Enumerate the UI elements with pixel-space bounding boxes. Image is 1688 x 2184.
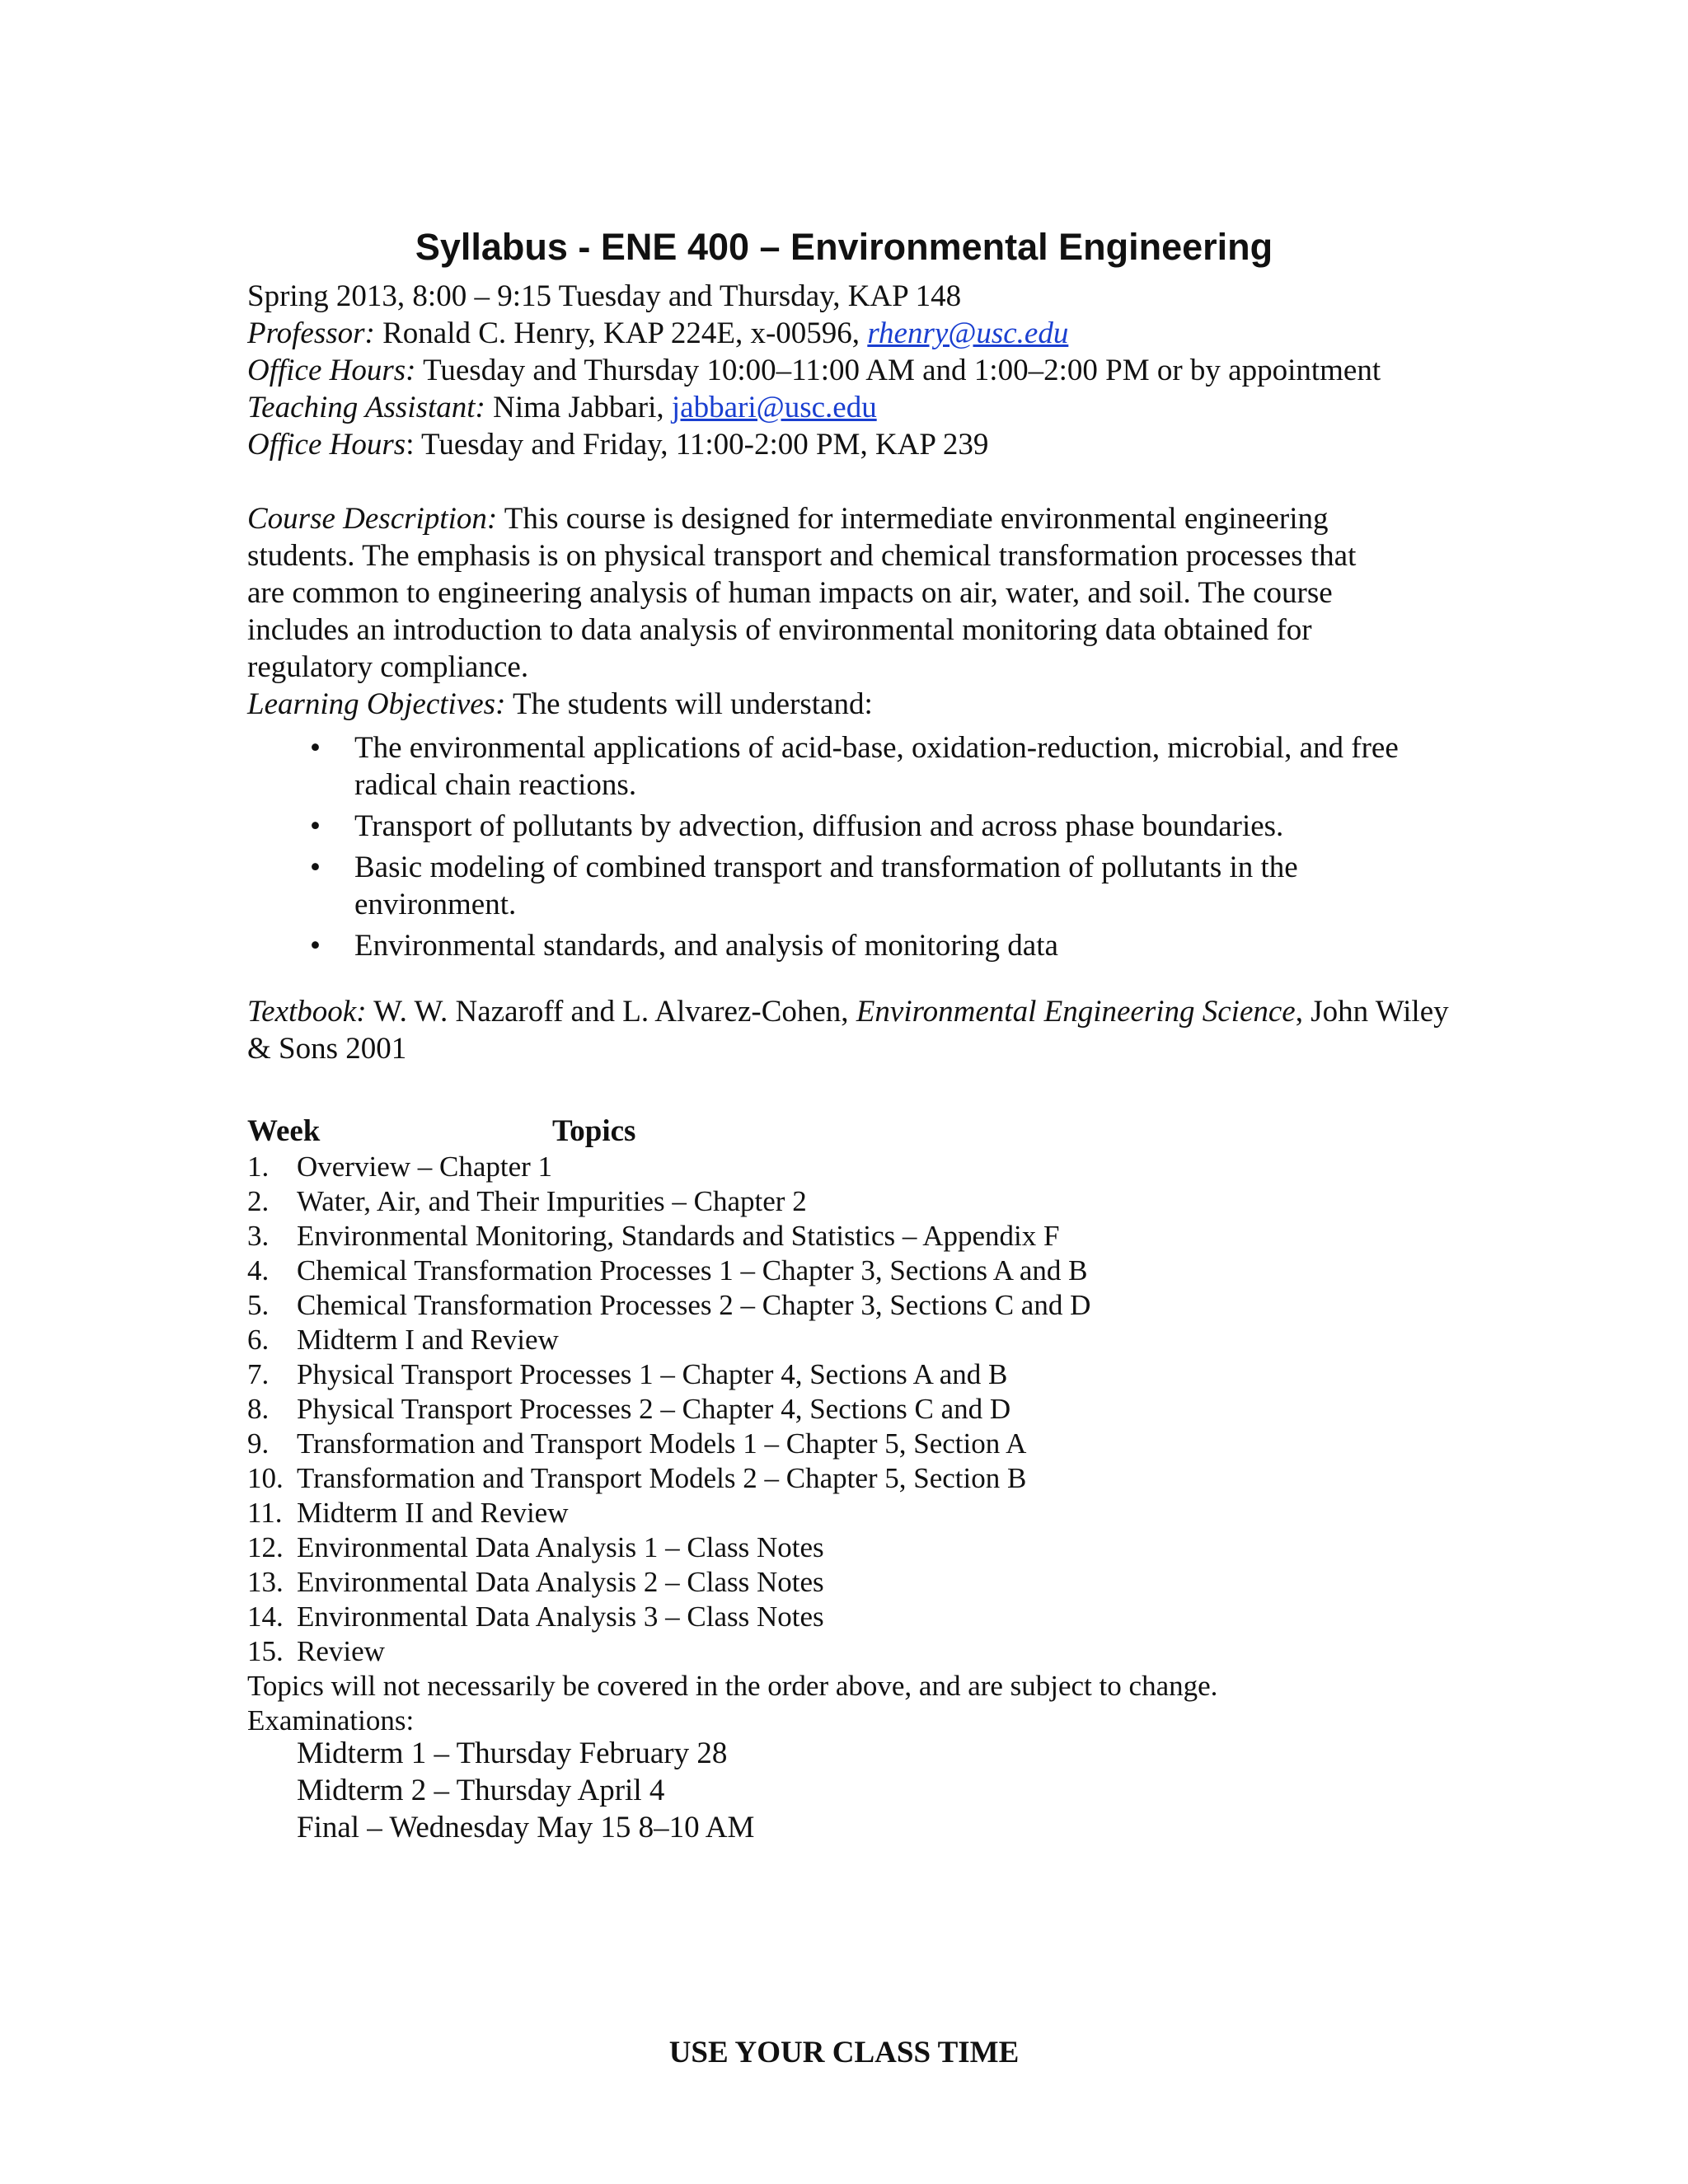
ta-email-link[interactable]: jabbari@usc.edu — [671, 391, 877, 424]
list-item — [247, 1288, 1451, 1323]
office-hours-label: Office Hours: — [247, 354, 416, 387]
list-item — [247, 1427, 1451, 1461]
schedule-note-text: Topics will not necessarily be covered in the order above, and are subject to change. — [247, 1670, 1218, 1702]
textbook-label: Textbook: — [247, 995, 367, 1029]
week-number: 2. — [247, 1185, 270, 1217]
bullet-icon: • — [310, 731, 321, 765]
bullet-icon: • — [310, 851, 321, 884]
description-text: This course is designed for intermediate environmental engineering — [497, 502, 1329, 536]
examinations-label-text: Examinations: — [247, 1704, 415, 1736]
week-schedule-list — [247, 1150, 1451, 1738]
week-topic: Chemical Transformation Processes 2 – Chapter 3, Sections C and D — [297, 1289, 1091, 1321]
week-number: 11. — [247, 1497, 283, 1529]
objectives-intro: The students will understand: — [505, 687, 873, 721]
list-item — [305, 808, 1434, 845]
week-topic: Transformation and Transport Models 2 – Chapter 5, Section B — [297, 1462, 1027, 1494]
week-topic: Environmental Data Analysis 3 – Class Notes — [297, 1601, 824, 1633]
list-item — [305, 927, 1434, 964]
objective-text: The environmental applications of acid-base, oxidation-reduction, microbial, and free radical chain reactions. — [354, 731, 1399, 802]
week-number: 8. — [247, 1393, 270, 1425]
list-item — [247, 1496, 1451, 1530]
description-label: Course Description: — [247, 502, 498, 536]
office-hours-line — [247, 352, 1451, 389]
week-number: 10. — [247, 1462, 284, 1494]
list-item — [247, 1565, 1451, 1600]
week-topic: Environmental Monitoring, Standards and Statistics – Appendix F — [297, 1220, 1060, 1252]
exam-item: Midterm 2 – Thursday April 4 — [297, 1774, 665, 1807]
textbook-publisher: , John Wiley — [1295, 995, 1449, 1029]
office-hours-text: Tuesday and Thursday 10:00–11:00 AM and 1:00–2:00 PM or by appointment — [415, 354, 1381, 387]
week-topic: Environmental Data Analysis 2 – Class Notes — [297, 1566, 824, 1598]
week-topic: Physical Transport Processes 1 – Chapter 4, Sections A and B — [297, 1358, 1008, 1390]
week-number: 12. — [247, 1531, 284, 1563]
list-item — [305, 729, 1434, 804]
week-number: 6. — [247, 1324, 270, 1356]
exam-item: Final – Wednesday May 15 8–10 AM — [297, 1811, 755, 1844]
bullet-icon: • — [310, 809, 321, 843]
ta-text: Nima Jabbari, — [485, 391, 672, 424]
textbook-title: Environmental Engineering Science — [856, 995, 1296, 1029]
list-item — [247, 1392, 1451, 1427]
professor-email-link[interactable]: rhenry@usc.edu — [867, 316, 1069, 350]
examinations-label — [247, 1704, 1451, 1738]
textbook-line — [247, 993, 1451, 1030]
week-number: 15. — [247, 1635, 284, 1667]
topics-column-header: Topics — [552, 1114, 636, 1148]
week-number: 7. — [247, 1358, 270, 1390]
list-item — [305, 849, 1434, 923]
course-description — [247, 500, 1451, 723]
week-column-header: Week — [247, 1114, 321, 1148]
professor-text: Ronald C. Henry, KAP 224E, x-00596, — [374, 316, 868, 350]
week-topic: Transformation and Transport Models 1 – Chapter 5, Section A — [297, 1427, 1027, 1460]
week-topic: Midterm II and Review — [297, 1497, 569, 1529]
exam-item: Midterm 1 – Thursday February 28 — [297, 1736, 728, 1770]
textbook — [247, 993, 1451, 1067]
objectives-label: Learning Objectives: — [247, 687, 506, 721]
week-number: 1. — [247, 1151, 270, 1183]
schedule-note — [247, 1669, 1451, 1704]
description-line: students. The emphasis is on physical transport and chemical transformation processes that — [247, 539, 1357, 573]
week-topic: Water, Air, and Their Impurities – Chapter 2 — [297, 1185, 807, 1217]
list-item — [247, 1600, 1451, 1634]
week-number: 4. — [247, 1254, 270, 1286]
schedule-line: Spring 2013, 8:00 – 9:15 Tuesday and Thursday, KAP 148 — [247, 279, 962, 313]
week-topic: Chemical Transformation Processes 1 – Chapter 3, Sections A and B — [297, 1254, 1088, 1286]
list-item — [247, 1219, 1451, 1254]
ta-line — [247, 389, 1451, 426]
ta-office-text: : Tuesday and Friday, 11:00-2:00 PM, KAP 239 — [406, 428, 989, 462]
professor-line — [247, 315, 1451, 352]
bullet-icon: • — [310, 929, 321, 963]
objectives-list — [305, 729, 1434, 968]
list-item — [247, 1254, 1451, 1288]
list-item — [247, 1634, 1451, 1669]
description-line: includes an introduction to data analysis of environmental monitoring data obtained for — [247, 613, 1312, 647]
list-item — [247, 1184, 1451, 1219]
objective-text: Environmental standards, and analysis of monitoring data — [354, 929, 1058, 963]
list-item — [247, 1150, 1451, 1184]
week-topic: Overview – Chapter 1 — [297, 1151, 553, 1183]
week-number: 5. — [247, 1289, 270, 1321]
week-topic: Review — [297, 1635, 385, 1667]
textbook-authors: W. W. Nazaroff and L. Alvarez-Cohen, — [366, 995, 856, 1029]
ta-office-hours-line — [247, 426, 1451, 463]
week-topic: Midterm I and Review — [297, 1324, 559, 1356]
week-topic: Physical Transport Processes 2 – Chapter 4, Sections C and D — [297, 1393, 1011, 1425]
ta-office-label: Office Hours — [247, 428, 406, 462]
description-line — [247, 500, 1451, 537]
list-item — [247, 1461, 1451, 1496]
description-line: are common to engineering analysis of human impacts on air, water, and soil. The course — [247, 576, 1333, 610]
footer-heading: USE YOUR CLASS TIME — [668, 2036, 1020, 2069]
list-item — [247, 1357, 1451, 1392]
objective-text: Transport of pollutants by advection, diffusion and across phase boundaries. — [354, 809, 1284, 843]
textbook-publisher-line2: & Sons 2001 — [247, 1032, 407, 1066]
week-number: 3. — [247, 1220, 270, 1252]
page-title: Syllabus - ENE 400 – Environmental Engineering — [415, 226, 1273, 268]
professor-label: Professor: — [247, 316, 375, 350]
ta-label: Teaching Assistant: — [247, 391, 485, 424]
schedule-header — [247, 1113, 636, 1150]
list-item — [247, 1530, 1451, 1565]
week-number: 13. — [247, 1566, 284, 1598]
course-info — [247, 278, 1451, 463]
objectives-line — [247, 686, 1451, 723]
week-number: 14. — [247, 1601, 284, 1633]
exam-dates — [297, 1735, 754, 1846]
objective-text: Basic modeling of combined transport and transformation of pollutants in the environment. — [354, 851, 1298, 921]
week-number: 9. — [247, 1427, 270, 1460]
list-item — [247, 1323, 1451, 1357]
week-topic: Environmental Data Analysis 1 – Class Notes — [297, 1531, 824, 1563]
description-line: regulatory compliance. — [247, 650, 529, 684]
